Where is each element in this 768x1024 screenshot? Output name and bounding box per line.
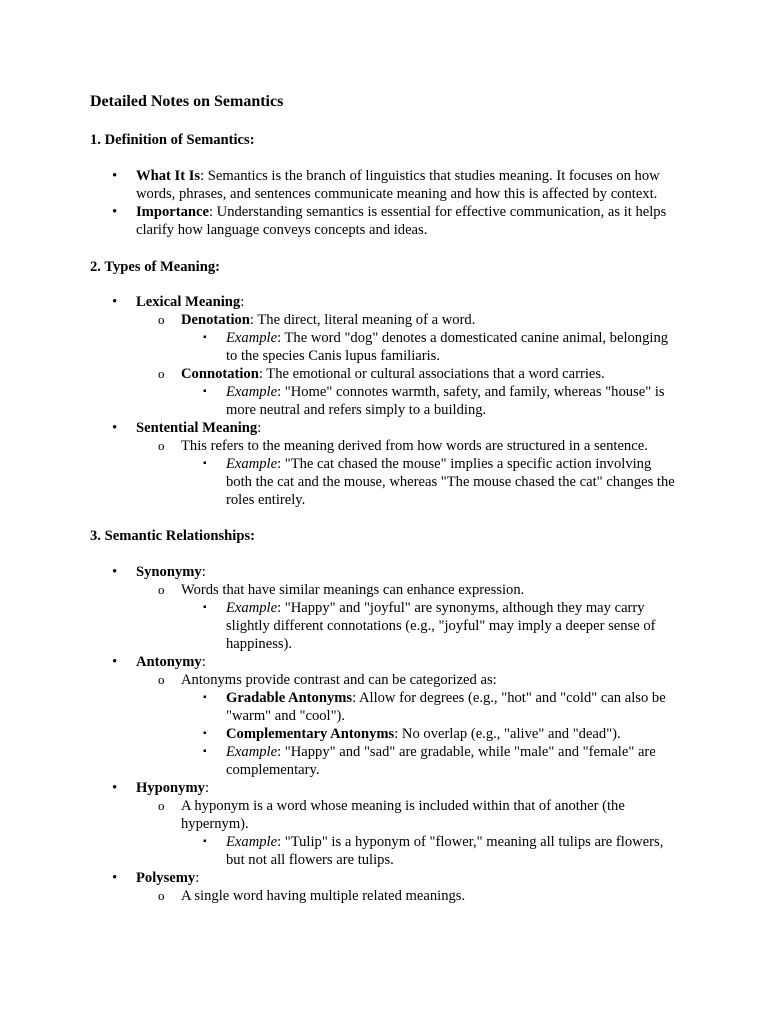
list-item-connotation <box>0 365 768 383</box>
definition-list <box>0 167 768 239</box>
bullet-marker: • <box>112 204 118 220</box>
term-text: A single word having multiple related meanings. <box>181 888 466 904</box>
circle-marker: o <box>158 582 165 597</box>
example-label: Example <box>226 456 278 472</box>
term-text: : Allow for degrees (e.g., "hot" and "cold" can also be "warm" and "cool"). <box>226 690 666 724</box>
term-colon: : <box>201 654 206 670</box>
section-heading-relationships: 3. Semantic Relationships: <box>90 528 255 544</box>
relationships-list <box>0 563 768 905</box>
square-marker: ▪ <box>203 602 207 613</box>
term-text: : No overlap (e.g., "alive" and "dead"). <box>394 726 621 742</box>
list-item-complementary <box>0 725 768 743</box>
term-label: Importance <box>136 204 209 220</box>
term-label: Gradable Antonyms <box>226 690 353 706</box>
term-text: : The emotional or cultural associations that a word carries. <box>258 366 605 382</box>
term-label: Antonymy <box>136 654 202 670</box>
circle-marker: o <box>158 366 165 381</box>
term-text: Words that have similar meanings can enhance expression. <box>181 582 525 598</box>
term-text: Antonyms provide contrast and can be categorized as: <box>181 672 497 688</box>
term-colon: : <box>240 294 245 310</box>
term-label: Complementary Antonyms <box>226 726 395 742</box>
list-item-lexical <box>0 293 768 311</box>
term-label: Hyponymy <box>136 780 205 796</box>
list-item-denotation <box>0 311 768 329</box>
circle-marker: o <box>158 888 165 903</box>
example-label: Example <box>226 834 278 850</box>
section-heading-types: 2. Types of Meaning: <box>90 259 220 275</box>
list-item-hyponymy <box>0 779 768 797</box>
list-item-hyponymy-desc <box>0 797 768 833</box>
circle-marker: o <box>158 798 165 813</box>
list-item-sentential-desc <box>0 437 768 455</box>
term-text: This refers to the meaning derived from how words are structured in a sentence. <box>181 438 648 454</box>
square-marker: ▪ <box>203 836 207 847</box>
term-text: : Understanding semantics is essential for effective communication, as it helps clarify how language conveys concepts and ideas. <box>136 204 667 238</box>
term-label: Synonymy <box>136 564 202 580</box>
bullet-marker: • <box>112 870 118 886</box>
list-item-synonymy-desc <box>0 581 768 599</box>
example-antonymy <box>0 743 768 779</box>
example-text: : "Home" connotes warmth, safety, and family, whereas "house" is more neutral and refers simply to a building. <box>226 384 665 418</box>
square-marker: ▪ <box>203 746 207 757</box>
example-text: : "Happy" and "sad" are gradable, while "male" and "female" are complementary. <box>226 744 656 778</box>
example-denotation <box>0 329 768 365</box>
list-item-polysemy-desc <box>0 887 768 905</box>
term-text: A hyponym is a word whose meaning is included within that of another (the hypernym). <box>181 798 625 832</box>
square-marker: ▪ <box>203 386 207 397</box>
term-label: Lexical Meaning <box>136 294 241 310</box>
term-label: Denotation <box>181 312 250 328</box>
term-label: Sentential Meaning <box>136 420 258 436</box>
term-text: : Semantics is the branch of linguistics that studies meaning. It focuses on how words, phrases, and sentences communicate meaning and how this is affected by context. <box>136 168 660 202</box>
square-marker: ▪ <box>203 458 207 469</box>
square-marker: ▪ <box>203 332 207 343</box>
example-label: Example <box>226 330 278 346</box>
document-title: Detailed Notes on Semantics <box>90 93 284 110</box>
circle-marker: o <box>158 312 165 327</box>
example-label: Example <box>226 744 278 760</box>
term-text: : The direct, literal meaning of a word. <box>249 312 476 328</box>
example-sentential <box>0 455 768 509</box>
term-colon: : <box>201 564 206 580</box>
term-colon: : <box>195 870 200 886</box>
term-label: Connotation <box>181 366 259 382</box>
example-text: : The word "dog" denotes a domesticated canine animal, belonging to the species Canis lupus familiaris. <box>226 330 669 364</box>
bullet-marker: • <box>112 564 118 580</box>
bullet-marker: • <box>112 294 118 310</box>
list-item-sentential <box>0 419 768 437</box>
circle-marker: o <box>158 438 165 453</box>
example-label: Example <box>226 600 278 616</box>
term-label: What It Is <box>136 168 201 184</box>
term-colon: : <box>204 780 209 796</box>
bullet-marker: • <box>112 654 118 670</box>
types-list <box>0 293 768 509</box>
example-label: Example <box>226 384 278 400</box>
section-heading-definition: 1. Definition of Semantics: <box>90 132 255 148</box>
example-text: : "Tulip" is a hyponym of "flower," meaning all tulips are flowers, but not all flowers are tulips. <box>226 834 664 868</box>
term-label: Polysemy <box>136 870 196 886</box>
square-marker: ▪ <box>203 692 207 703</box>
list-item-antonymy <box>0 653 768 671</box>
bullet-marker: • <box>112 420 118 436</box>
bullet-marker: • <box>112 780 118 796</box>
list-item-importance <box>0 203 768 239</box>
bullet-marker: • <box>112 168 118 184</box>
example-text: : "The cat chased the mouse" implies a specific action involving both the cat and the mouse, whereas "The mouse chased the cat" changes the roles entirely. <box>226 456 675 508</box>
example-text: : "Happy" and "joyful" are synonyms, although they may carry slightly different connotations (e.g., "joyful" may imply a deeper sense of happiness). <box>226 600 656 652</box>
example-synonymy <box>0 599 768 653</box>
list-item-gradable <box>0 689 768 725</box>
list-item-polysemy <box>0 869 768 887</box>
term-colon: : <box>257 420 262 436</box>
list-item-antonymy-desc <box>0 671 768 689</box>
list-item-what-it-is <box>0 167 768 203</box>
list-item-synonymy <box>0 563 768 581</box>
square-marker: ▪ <box>203 728 207 739</box>
example-hyponymy <box>0 833 768 869</box>
example-connotation <box>0 383 768 419</box>
circle-marker: o <box>158 672 165 687</box>
